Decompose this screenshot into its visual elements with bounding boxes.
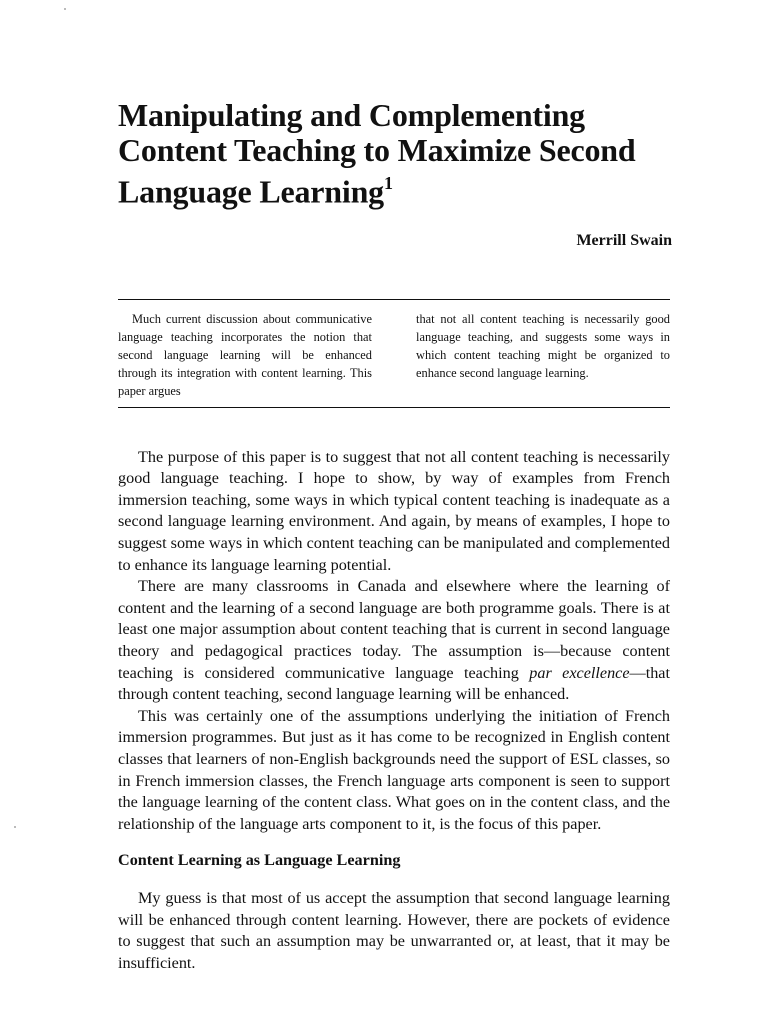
body-paragraph — [118, 576, 670, 706]
article-title — [118, 98, 670, 210]
italic-phrase: par excellence — [529, 663, 630, 682]
paragraph-text: There are many classrooms in Canada and elsewhere where the learning of content and the learning of a second language are both programme goals. There is at least one major assumption about content teaching that is current in second language theory and pedagogical practices today. The assumption is—because content teaching is considered communicative language teaching — [118, 577, 670, 682]
scan-speck — [14, 826, 16, 828]
article-page — [118, 98, 670, 974]
author-name: Merrill Swain — [576, 231, 672, 249]
scan-speck — [64, 8, 66, 10]
article-title-text: Manipulating and Complementing Content Teaching to Maximize Second Language Learning — [118, 97, 636, 210]
article-body — [118, 447, 670, 975]
paragraph-text: —that through content teaching, second language learning will be enhanced. — [118, 663, 670, 704]
abstract-column-right: that not all content teaching is necessarily good language teaching, and suggests some ways in which content teaching might be organized to enhance second language learning. — [416, 311, 670, 380]
body-paragraph: The purpose of this paper is to suggest that not all content teaching is necessarily good language teaching. I hope to show, by way of examples from French immersion teaching, some ways in which typical content teaching is inadequate as a second language learning environment. And again, by means of examples, I hope to suggest some ways in which content teaching can be manipulated and complemented to enhance its language learning potential. — [118, 447, 670, 574]
abstract — [118, 299, 670, 408]
body-paragraph: My guess is that most of us accept the assumption that second language learning will be enhanced through content learning. However, there are pockets of evidence to suggest that such an assumption may be unwarranted or, at least, that it may be insufficient. — [118, 888, 670, 972]
title-footnote-marker[interactable]: 1 — [383, 173, 393, 193]
section-heading: Content Learning as Language Learning — [118, 851, 401, 870]
body-paragraph: This was certainly one of the assumptions underlying the initiation of French immersion programmes. But just as it has come to be recognized in English content classes that learners of non-English backgrounds need the support of ESL classes, so in French immersion classes, the French language arts component is seen to support the language learning of the content class. What goes on in the content class, and the relationship of the language arts component to it, is the focus of this paper. — [118, 706, 670, 833]
abstract-column-left: Much current discussion about communicative language teaching incorporates the notion that second language learning will be enhanced through its integration with content learning. This paper argues — [118, 311, 372, 398]
